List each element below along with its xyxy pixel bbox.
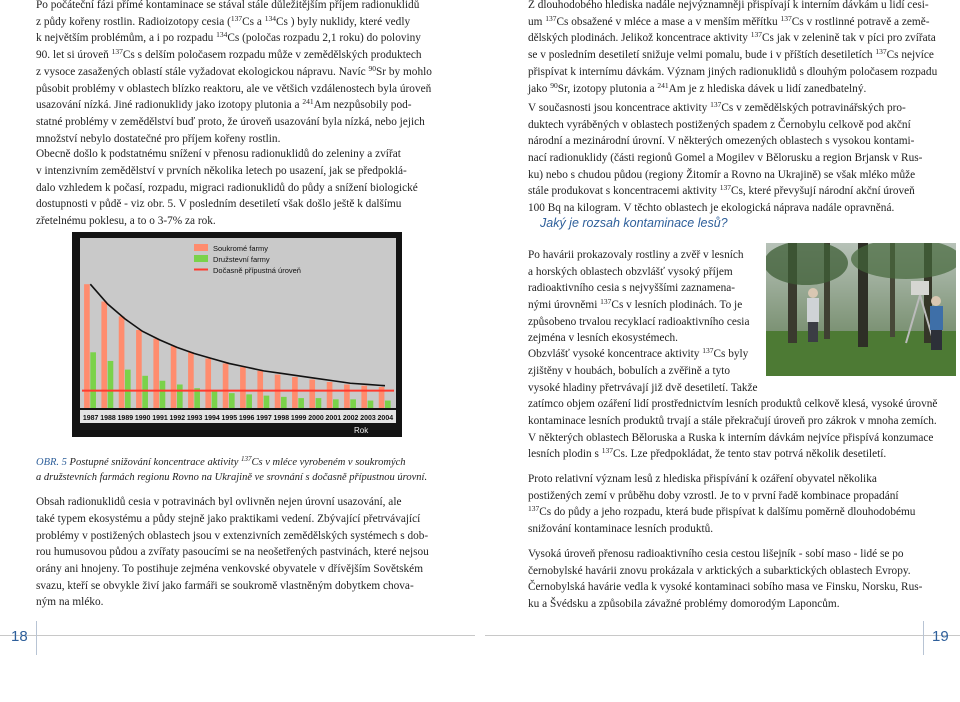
text-line: v intenzivním zemědělství v prvních několika letech po usazení, jak se předpoklá-	[36, 165, 407, 177]
year-tick-label: 1992	[169, 415, 186, 422]
bar-private-farms	[84, 284, 90, 408]
bar-cooperative-farms	[212, 391, 218, 408]
chart-svg	[72, 232, 402, 437]
text-line: $^{137}$Cs do půdy a jeho rozpadu, která bude přispívat k dalšímu poměrně dlouhodobému	[528, 504, 916, 518]
bar-cooperative-farms	[298, 398, 304, 408]
text-line: Obecně došlo k podstatnému snížení v přenosu radionuklidů do zeleniny a zvířat	[36, 148, 401, 160]
text-line: černobylské havárii znovu prokázala v arktických a subarktických oblastech Evropy.	[528, 565, 911, 577]
year-tick-label: 2002	[342, 415, 359, 422]
bar-private-farms	[240, 367, 246, 408]
bar-private-farms	[292, 377, 298, 408]
page-number-right: 19	[932, 628, 949, 645]
text-line: 100 Bq na kilogram. V těchto oblastech je ekologická náprava nadále opravněná.	[528, 202, 895, 214]
year-tick-label: 1996	[238, 415, 255, 422]
person-legs	[808, 322, 818, 342]
text-line: postižených zemí v průběhu doby vzrostl. Je to v první řadě kombinace propadání	[528, 490, 899, 502]
text-line: zřetelnému poklesu, a to o 3-7% za rok.	[36, 215, 216, 227]
legend-label-cooperative: Družstevní farmy	[213, 255, 270, 264]
legend-label-limit: Dočasně přípustná úroveň	[213, 266, 301, 275]
text-line: k největším problémům, a i po rozpadu $^{134}$Cs (poločas rozpadu 2,1 roku) do poloviny	[36, 30, 421, 44]
bar-cooperative-farms	[142, 376, 148, 408]
text-line: způsobeno trvalou recyklací radioaktivního cesia	[528, 316, 750, 328]
legend-swatch-cooperative	[194, 255, 208, 262]
text-line: Obsah radionuklidů cesia v potravinách byl ovlivněn nejen úrovní usazování, ale	[36, 496, 402, 508]
text-line: jako $^{90}$Sr, izotopy plutonia a $^{241}$Am je z hlediska dávek u lidí zanedbatelný.	[528, 81, 867, 95]
year-tick-label: 1993	[186, 415, 203, 422]
year-tick-label: 1995	[221, 415, 238, 422]
year-tick-label: 1999	[290, 415, 307, 422]
person-body	[930, 306, 943, 330]
text-line: zjištěny v houbách, bobulích a zvěřině a tyto	[528, 365, 731, 377]
text-line: se v posledním desetiletí snižuje velmi pomalu, bude i v příštích desetiletích $^{137}$Cs nejvíce	[528, 47, 934, 61]
forest-measurement-photo	[766, 243, 956, 376]
x-axis-label: Rok	[354, 426, 369, 435]
footer-rule-right	[485, 635, 960, 636]
bar-cooperative-farms	[229, 393, 235, 408]
text-line: duktech vyráběných v oblastech postižených spadem z Černobylu celkově pod akční	[528, 119, 911, 131]
text-line: Po havárii prokazovaly rostliny a zvěř v lesních	[528, 249, 744, 261]
text-line: problémy v postižených oblastech jsou v extenzivních zemědělských systémech s dob-	[36, 530, 429, 542]
milk-cesium-chart	[72, 232, 402, 437]
bar-private-farms	[136, 330, 142, 408]
text-line: a horských oblastech obzvlášť vysoký příjem	[528, 266, 733, 278]
year-tick-label: 1989	[117, 415, 134, 422]
text-line: vysoké hladiny přetrvávají již dvě desetiletí. Takže	[528, 382, 758, 394]
text-line: ným na mléko.	[36, 596, 104, 608]
year-tick-label: 1988	[100, 415, 116, 422]
bar-private-farms	[309, 380, 315, 408]
year-tick-label: 1997	[256, 415, 272, 422]
bar-private-farms	[223, 363, 229, 408]
page-number-left: 18	[11, 628, 28, 645]
year-tick-label: 2004	[377, 415, 394, 422]
legend-swatch-private	[194, 244, 208, 251]
bar-private-farms	[153, 339, 159, 408]
bar-private-farms	[119, 316, 125, 408]
text-line: z vysoce zasažených oblastí stále vyžadovat ekologickou nápravu. Navíc $^{90}$Sr by mohlo	[36, 64, 432, 78]
bar-private-farms	[344, 384, 350, 408]
bar-cooperative-farms	[160, 381, 166, 408]
person-head	[808, 288, 818, 298]
bar-cooperative-farms	[385, 401, 391, 408]
text-line: Vysoká úroveň přenosu radioaktivního cesia cestou lišejník - sobí maso - lidé se po	[528, 548, 904, 560]
bar-cooperative-farms	[350, 399, 356, 408]
photo-illustration	[766, 243, 956, 376]
year-tick-label: 1987	[82, 415, 99, 422]
text-line: ku) nebo s chudou půdou (regiony Žitomír a Rovno na Ukrajině) se však mléko může	[528, 169, 916, 181]
year-tick-label: 2000	[308, 415, 324, 422]
text-line: Proto relativní význam lesů z hlediska přispívání k ozáření obyvatel několika	[528, 473, 877, 485]
person-legs	[931, 330, 942, 350]
text-line: orány ani hnojeny. To postihuje zejména venkovské obyvatele v dřívějším Sovětském	[36, 563, 423, 575]
footer-divider-right	[923, 621, 924, 655]
text-line: um $^{137}$Cs obsažené v mléce a mase a v menším měřítku $^{137}$Cs v rostlinné potravě a země-	[528, 14, 930, 28]
bar-private-farms	[327, 382, 333, 408]
figure-caption-line-2: a družstevních farmách regionu Rovno na Ukrajině ve srovnání s dočasně přípustnou úrovní.	[36, 472, 428, 483]
text-line: množství nebylo dostatečné pro příjem kořeny rostlin.	[36, 133, 281, 145]
bar-cooperative-farms	[316, 398, 322, 408]
bar-cooperative-farms	[108, 361, 114, 408]
section-heading: Jaký je rozsah kontaminace lesů?	[540, 216, 728, 230]
bar-private-farms	[205, 358, 211, 408]
text-line: nými úrovněmi $^{137}$Cs v lesních plodinách. To je	[528, 297, 743, 311]
text-line: národní a mezinárodní úrovní. V některých omezených oblastech s vysokou kontami-	[528, 135, 915, 147]
year-tick-label: 1991	[152, 415, 168, 422]
text-line: dělských plodinách. Jelikož koncentrace aktivity $^{137}$Cs jak v zelenině tak v píci pro zvířata	[528, 30, 936, 44]
text-line: stále produkovat s koncentracemi aktivity $^{137}$Cs, které převyšují národní akční úroveň	[528, 183, 915, 197]
text-line: radioaktivního cesia s nejvyššími zaznamena-	[528, 282, 736, 294]
bar-private-farms	[101, 302, 107, 408]
text-line: z půdy kořeny rostlin. Radioizotopy cesia ($^{137}$Cs a $^{134}$Cs ) byly nuklidy, které vedly	[36, 14, 411, 28]
text-line: Po počáteční fázi přímé kontaminace se stával stále důležitějším příjem radionuklidů	[36, 0, 420, 11]
person-body	[807, 298, 819, 322]
text-line: lesních plodin s $^{137}$Cs. Lze předpokládat, že tento stav potrvá několik desetiletí.	[528, 446, 887, 460]
text-line: také typem ekosystému a půdy stejně jako praktikami vedení. Zbývající přetrvávající	[36, 513, 421, 525]
text-line: kontaminace lesních produktů trvají a stále překračují úroveň pro zákrok v mnoha zemích.	[528, 415, 937, 427]
bar-private-farms	[171, 346, 177, 408]
bar-cooperative-farms	[264, 396, 270, 408]
text-line: dostupnosti v půdě - viz obr. 5. V posledním desetiletí však došlo ještě k dalšímu	[36, 198, 402, 210]
footer-divider-left	[36, 621, 37, 655]
text-line: statné problémy v zemědělství buď proto, že úroveň usazování byla nízká, nebo jejich	[36, 116, 425, 128]
instrument	[911, 281, 929, 295]
text-line: V některých oblastech Běloruska a Ruska k interním dávkám nejvíce přispívá konzumace	[528, 432, 934, 444]
year-tick-label: 1990	[134, 415, 151, 422]
bar-private-farms	[361, 386, 367, 408]
bar-cooperative-farms	[368, 401, 374, 408]
year-tick-label: 2001	[325, 415, 342, 422]
legend-label-private: Soukromé farmy	[213, 244, 269, 253]
text-line: dalo vzhledem k počasí, rozpadu, migraci radionuklidů do půdy a snížení biologické	[36, 182, 418, 194]
bar-cooperative-farms	[246, 394, 252, 408]
text-line: Z dlouhodobého hlediska nadále nejvýznamněji přispívají k interním dávkám u lidí cesi-	[528, 0, 929, 11]
bar-private-farms	[257, 371, 263, 408]
text-line: rou humusovou půdou a zvířaty pasoucími se na neošetřených pastvinách, které nejsou	[36, 546, 429, 558]
text-line: působit problémy v oblastech blízko reaktoru, ale ve většich vzdálenostech byla úroveň	[36, 83, 432, 95]
bar-cooperative-farms	[177, 384, 183, 408]
bar-private-farms	[188, 352, 194, 408]
bar-cooperative-farms	[90, 352, 96, 408]
text-line: ku a Švédsku a způsobila závažné problémy domorodým Laponcům.	[528, 598, 840, 610]
year-tick-label: 1994	[204, 415, 220, 422]
person-head	[931, 296, 941, 306]
year-tick-label: 1998	[273, 415, 290, 422]
text-line: Obzvlášť vysoké koncentrace aktivity $^{137}$Cs byly	[528, 346, 749, 360]
figure-caption: OBR. 5 Postupné snižování koncentrace aktivity $^{137}$Cs v mléce vyrobeném v soukromých	[36, 455, 406, 468]
year-tick-label: 2003	[360, 415, 376, 422]
text-line: zejména v lesních ekosystémech.	[528, 332, 678, 344]
text-line: svazu, kteří se obvykle živí jako farmáři se soukromě vlastněným dobytkem chova-	[36, 580, 414, 592]
text-line: zatímco objem ozáření lidí prostřednictvím lesních produktů celkově klesá, vysoké úrovně	[528, 398, 938, 410]
text-line: přispívat k internímu dávkám. Význam jiných radionuklidů s dlouhým poločasem rozpadu	[528, 66, 938, 78]
text-line: usazování nízká. Jiné radionuklidy jako izotopy plutonia a $^{241}$Am nezpůsobily pod-	[36, 97, 412, 111]
text-line: Černobylská havárie vedla k vysoké kontaminaci sobího masa ve Finsku, Norsku, Rus-	[528, 581, 923, 593]
text-line: V současnosti jsou koncentrace aktivity $^{137}$Cs v zemědělských potravinářských pro-	[528, 100, 906, 114]
footer-rule-left	[0, 635, 475, 636]
bar-cooperative-farms	[333, 399, 339, 408]
bar-cooperative-farms	[125, 370, 131, 408]
text-line: snižování kontaminace lesních produktů.	[528, 523, 714, 535]
text-line: nací radionuklidy (části regionů Gomel a Mogilev v Bělorusku a region Brjansk v Rus-	[528, 152, 923, 164]
text-line: 90. let si úroveň $^{137}$Cs s delším poločasem rozpadu může v zemědělských produktech	[36, 47, 422, 61]
bar-cooperative-farms	[281, 397, 287, 408]
